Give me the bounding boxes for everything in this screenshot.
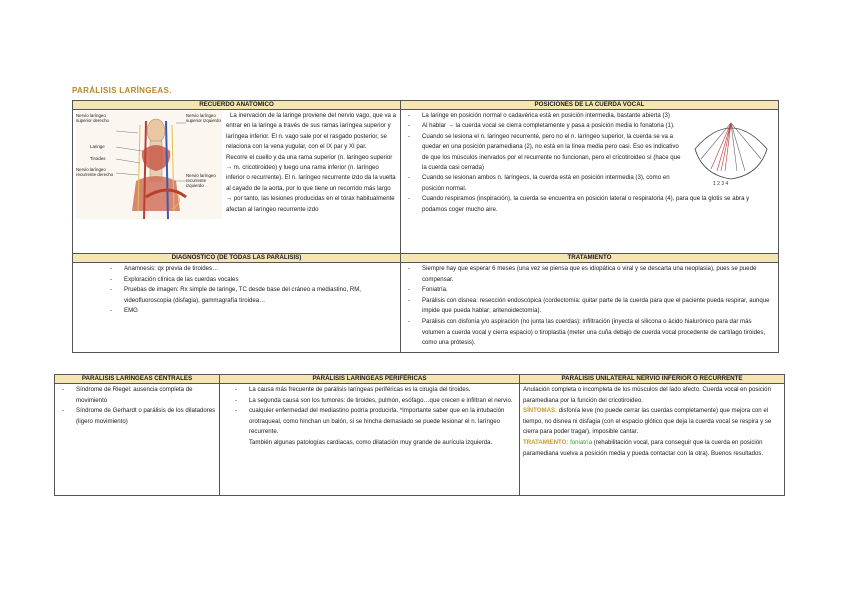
position-item: - Al hablar → la cuerda vocal se cierra completamente y pasa a posición media lo fonatoria (1).	[404, 121, 775, 131]
cell-anatomy	[73, 110, 401, 254]
cell-peripheral	[220, 384, 520, 496]
cell-treatment	[401, 263, 779, 353]
anatomy-text-1: La inervación de la laringe proviene del nervio vago, que va a entrar en la laringe a través de sus ramas laríngea superior y laríngea inferior. El n. vago sale por el rasgado posterior, se relaciona con la vena yugular, con el IX par y XI par.	[226, 112, 396, 151]
table-types	[54, 374, 785, 496]
diagnosis-item: - EMG	[106, 306, 397, 317]
page-title: PARÁLISIS LARÍNGEAS.	[72, 86, 172, 95]
header-anatomy: RECUERDO ANATÓMICO	[73, 101, 401, 110]
header-positions: POSICIONES DE LA CUERDA VOCAL	[401, 101, 779, 110]
symptoms-text: disfonía leve (no puede cerrar las cuerdas completamente) que mejora con el tiempo, no disnea ni disfagia (con el espacio glótico que deja la cuerda vocal se respira y se cierra para poder tragar), imposible cantar.	[523, 407, 772, 436]
header-treatment: TRATAMIENTO	[401, 254, 779, 263]
label-nlr-derecho: Nervio laríngeo recurrente derecho	[76, 167, 114, 178]
treatment-item: - Foniatría.	[404, 285, 775, 296]
vocal-cord-numbers: 1 2 3 4	[713, 181, 729, 187]
peripheral-item: - cualquier enfermedad del mediastino podría producirla. *Importante saber que en la intubación orotraqueal, como hinchan un balón, si se hincha demasiado se puede lesionar el n. laríngeo recurrente.	[231, 406, 516, 438]
peripheral-item: - La segunda causa son los tumores: de tiroides, pulmón, esófago…que crecen e infiltran el nervio.	[231, 396, 516, 407]
unilateral-intro: Anulación completa o incompleta de los músculos del lado afecto. Cuerda vocal en posición paramediana por la función del cricotiroideo.	[523, 386, 771, 404]
position-item: - Cuando respiramos (inspiración), la cuerda se encuentra en posición lateral o respiratoria (4), para que la glotis se abra y podamos coger mucho aire.	[404, 194, 775, 215]
cell-unilateral	[520, 384, 785, 496]
treatment-text: (rehabilitación vocal, para conseguir que la cuerda en posición paramediana vuelva a posición media y pueda contactar con la otra). Buenos resultados.	[523, 438, 764, 457]
position-item: - Cuando se lesiona el n. laríngeo recurrente, pero no el n. laríngeo superior, la cuerda se va a quedar en una posición paramediana (2), no está en la línea media pero casi. Eso es indicativo de que los músculos inervados por el recurrente no funcionan, pero el cricotiroideo sí (hace que la cuerda casi cerrada)	[404, 132, 775, 174]
treatment-item: - Parálisis con disnea: resección endoscópica (cordectomía: quitar parte de la cuerda para que el paciente pueda respirar, aunque impide que pueda hablar; aritenoidectomía).	[404, 296, 775, 317]
header-peripheral: PARÁLISIS LARÍNGEAS PERIFÉRICAS	[220, 375, 520, 384]
anatomy-text-2: Recorre el cuello y da una rama superior (n. laríngeo superior → m. cricotiroideo) y luego una rama inferior (n. laríngeo inferior o recurrente). El n. laríngeo recurrente izdo da la vuelta al cayado de la aorta, por lo que tiene un recorrido más largo → por tanto, las lesiones producidas en el tórax habitualmente afectan al laríngeo recurrente izdo	[226, 153, 396, 213]
cell-diagnosis	[73, 263, 401, 353]
header-central: PARÁLISIS LARÍNGEAS CENTRALES	[55, 375, 220, 384]
treatment-item: - Parálisis con disfonía y/o aspiración (no junta las cuerdas): infiltración (inyecta el silicona o ácido hialurónico para dar más volumen a cuerda vocal y cierra espacio) o tiroplastia (meter una cuña debajo de cuerda vocal procedente de cartílago tiroides, como una prótesis).	[404, 317, 775, 349]
header-unilateral: PARÁLISIS UNILATERAL NERVIO INFERIOR O RECURRENTE	[520, 375, 785, 384]
label-laringe: Laringe	[90, 144, 105, 149]
treatment-highlight: foniatría	[570, 438, 593, 446]
cell-central	[55, 384, 220, 496]
table-main	[72, 100, 779, 353]
symptoms-block	[523, 406, 781, 438]
peripheral-extra: También algunas patologías cardiacas, como dilatación muy grande de aurícula izquierda.	[249, 438, 493, 446]
larynx-anatomy-image	[76, 111, 222, 219]
diagnosis-item: - Pruebas de imagen: Rx simple de laringe, TC desde base del cráneo a mediastino, RM, videofluoroscopia (disfagia), gammagrafía tiroidea…	[106, 285, 397, 306]
label-nls-derecho: Nervio laríngeo superior derecho	[76, 113, 109, 124]
treatment-label: TRATAMIENTO:	[523, 438, 569, 446]
symptoms-label: SÍNTOMAS:	[523, 407, 558, 415]
central-item: - Síndrome de Gerhardt o parálisis de los dilatadores (ligero movimiento)	[58, 406, 216, 427]
label-tiroides: Tiroides	[90, 156, 106, 161]
diagnosis-item: - Exploración clínica de las cuerdas vocales	[106, 275, 397, 286]
position-item: - La laringe en posición normal o cadavérica está en posición intermedia, bastante abierta (3)	[404, 111, 775, 121]
label-nlr-izquierdo: Nervio laríngeo recurrente izquierdo	[186, 173, 216, 189]
diagnosis-item: - Anamnesis: qx previa de tiroides…	[106, 264, 397, 275]
peripheral-item: - La causa más frecuente de parálisis laríngeas periféricas es la cirugía del tiroides.	[231, 385, 516, 396]
treatment-item: - Siempre hay que esperar 6 meses (una vez se piensa que es idiopática o viral y se descarta una neoplasia), pues se puede compensar.	[404, 264, 775, 285]
label-nls-izquierdo: Nervio laríngeo superior izquierdo	[186, 113, 221, 124]
treatment-block	[523, 438, 781, 459]
central-item: - Síndrome de Riegel: ausencia completa de movimiento	[58, 385, 216, 406]
position-item: - Cuando se lesionan ambos n. laríngeos, la cuerda está en posición intermedia (3), como en posición normal.	[404, 173, 775, 194]
cell-positions	[401, 110, 779, 254]
header-diagnosis: DIAGNÓSTICO (DE TODAS LAS PARÁLISIS)	[73, 254, 401, 263]
